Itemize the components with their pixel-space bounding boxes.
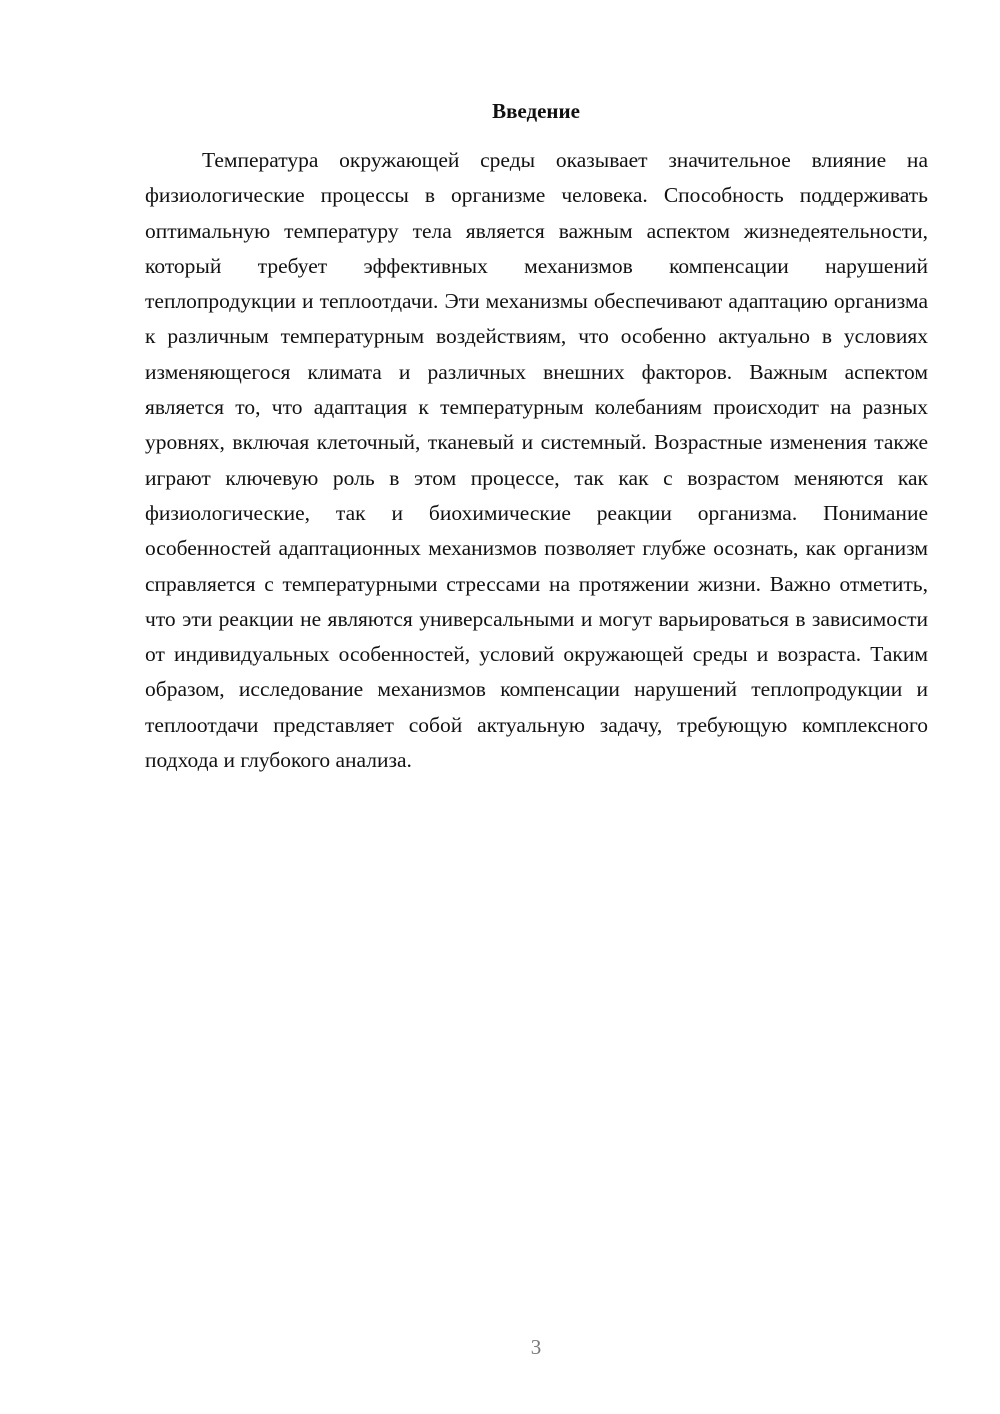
body-paragraph: Температура окружающей среды оказывает значительное влияние на физиологические процессы в организме человека. Способность поддерживать оптимальную температуру тела является важным аспектом жизнедеятельности, который требует эффективных механизмов компенсации нарушений теплопродукции и теплоотдачи. Эти механизмы обеспечивают адаптацию организма к различным температурным воздействиям, что особенно актуально в условиях изменяющегося климата и различных внешних факторов. Важным аспектом является то, что адаптация к температурным колебаниям происходит на разных уровнях, включая клеточный, тканевый и системный. Возрастные изменения также играют ключевую роль в этом процессе, так как с возрастом меняются как физиологические, так и биохимические реакции организма. Понимание особенностей адаптационных механизмов позволяет глубже осознать, как организм справляется с температурными стрессами на протяжении жизни. Важно отметить, что эти реакции не являются универсальными и могут варьироваться в зависимости от индивидуальных особенностей, условий окружающей среды и возраста. Таким образом, исследование механизмов компенсации нарушений теплопродукции и теплоотдачи представляет собой актуальную задачу, требующую комплексного подхода и глубокого анализа. [145,148,928,773]
section-title: Введение [492,99,580,123]
page-number: 3 [530,1335,542,1359]
